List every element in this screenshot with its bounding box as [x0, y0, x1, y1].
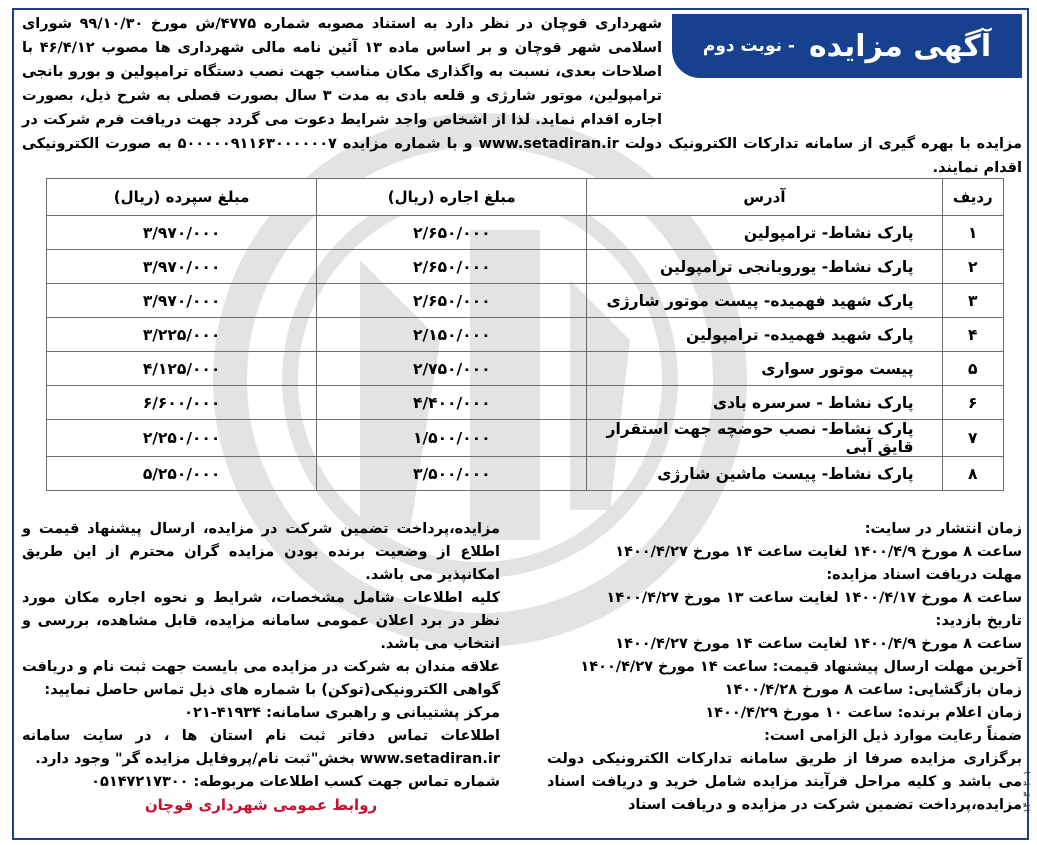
cell-rent: ۲/۶۵۰/۰۰۰: [317, 216, 587, 250]
details-paragraph-2: کلیه اطلاعات شامل مشخصات، شرایط و نحوه اجاره مکان مورد نظر در برد اعلان عمومی سامانه مزایده، قابل مشاهده، بررسی و انتخاب می باشد.: [22, 590, 500, 652]
table-row: [47, 386, 1004, 420]
cell-address: پارک نشاط- پیست ماشین شارژی: [587, 457, 942, 491]
cell-deposit: ۲/۲۵۰/۰۰۰: [47, 420, 317, 457]
deadline-line: آخرین مهلت ارسال پیشنهاد قیمت: ساعت ۱۴ مورخ ۱۴۰۰/۴/۲۷: [580, 659, 1022, 675]
page-subtitle: - نوبت دوم: [702, 36, 795, 56]
auction-table: [46, 178, 1004, 491]
cell-rent: ۲/۷۵۰/۰۰۰: [317, 352, 587, 386]
cell-deposit: ۴/۱۲۵/۰۰۰: [47, 352, 317, 386]
notice-text: برگزاری مزایده صرفا از طریق سامانه تدارکات الکترونیکی دولت می باشد و کلیه مراحل فرآیند مزایده شامل خرید و دریافت اسناد مزایده،پرداخت تضمین شرکت در مزایده و دریافت اسناد: [547, 751, 1022, 813]
docs-label: مهلت دریافت اسناد مزایده:: [826, 567, 1022, 583]
cell-deposit: ۵/۲۵۰/۰۰۰: [47, 457, 317, 491]
winner-line: زمان اعلام برنده: ساعت ۱۰ مورخ ۱۴۰۰/۴/۲۹: [705, 705, 1022, 721]
cell-row-number: ۸: [942, 457, 1003, 491]
schedule-column: [547, 518, 1022, 817]
cell-row-number: ۴: [942, 318, 1003, 352]
table-row: [47, 457, 1004, 491]
cell-deposit: ۳/۹۷۰/۰۰۰: [47, 284, 317, 318]
header-address: آدرس: [587, 179, 942, 216]
publish-value: ساعت ۸ مورخ ۱۴۰۰/۴/۹ لغایت ساعت ۱۴ مورخ ۱۴۰۰/۴/۲۷: [615, 544, 1022, 560]
cell-row-number: ۳: [942, 284, 1003, 318]
cell-rent: ۳/۵۰۰/۰۰۰: [317, 457, 587, 491]
cell-deposit: ۳/۲۲۵/۰۰۰: [47, 318, 317, 352]
table-row: [47, 250, 1004, 284]
cell-row-number: ۷: [942, 420, 1003, 457]
cell-row-number: ۵: [942, 352, 1003, 386]
signature: روابط عمومی شهرداری قوچان: [144, 796, 378, 814]
support-phone: مرکز پشتیبانی و راهبری سامانه: ۴۱۹۳۴-۰۲۱: [184, 705, 500, 721]
cell-address: پارک نشاط- نصب حوضچه جهت استقرار قایق آبی: [587, 420, 942, 457]
cell-rent: ۲/۶۵۰/۰۰۰: [317, 250, 587, 284]
cell-address: پارک نشاط - سرسره بادی: [587, 386, 942, 420]
cell-address: پارک نشاط- یوروبانجی ترامپولین: [587, 250, 942, 284]
intro-paragraph: [22, 12, 1022, 180]
cell-row-number: ۲: [942, 250, 1003, 284]
notice-label: ضمناً رعایت موارد ذیل الزامی است:: [764, 728, 1022, 744]
docs-value: ساعت ۸ مورخ ۱۴۰۰/۴/۱۷ لغایت ساعت ۱۳ مورخ ۱۴۰۰/۴/۲۷: [606, 590, 1022, 606]
registration-info: اطلاعات تماس دفاتر ثبت نام استان ها ، در سایت سامانه www.setadiran.ir بخش"ثبت نام/پروفایل مزایده گر" وجود دارد.: [22, 728, 500, 767]
cell-deposit: ۶/۶۰۰/۰۰۰: [47, 386, 317, 420]
publish-label: زمان انتشار در سایت:: [864, 521, 1022, 537]
table-row: [47, 216, 1004, 250]
table-row: [47, 284, 1004, 318]
cell-rent: ۲/۱۵۰/۰۰۰: [317, 318, 587, 352]
cell-address: پیست موتور سواری: [587, 352, 942, 386]
header-deposit-amount: مبلغ سپرده (ریال): [47, 179, 317, 216]
header-row-number: ردیف: [942, 179, 1003, 216]
cell-rent: ۲/۶۵۰/۰۰۰: [317, 284, 587, 318]
cell-address: پارک شهید فهمیده- ترامپولین: [587, 318, 942, 352]
page-title: آگهی مزایده: [808, 28, 992, 64]
table-row: [47, 318, 1004, 352]
contact-phone: شماره تماس جهت کسب اطلاعات مربوطه: ۰۵۱۴۷۲۱۷۳۰۰: [91, 774, 500, 790]
cell-rent: ۱/۵۰۰/۰۰۰: [317, 420, 587, 457]
side-code: ۱۴۰۳۰۲۰۱: [1022, 770, 1033, 813]
intro-text: شهرداری قوچان در نظر دارد به استناد مصوبه شماره ۴۷۷۵/ش مورخ ۹۹/۱۰/۳۰ شورای اسلامی شهر قوچان و بر اساس ماده ۱۳ آئین نامه مالی شهرداری ها مصوب ۴۶/۴/۱۲ با اصلاحات بعدی، نسبت به واگذاری مکان مناسب جهت نصب دستگاه ترامپولین و بورو بانجی ترامپولین، موتور شارژی و قلعه بادی به مدت ۳ سال بصورت فصلی به شرح ذیل، بصورت اجاره اقدام نماید. لذا از اشخاص واجد شرایط دعوت می گردد جهت دریافت فرم شرکت در مزایده با بهره گیری از سامانه تدارکات الکترونیک دولت www.setadiran.ir و با شماره مزایده ۵۰۰۰۰۰۹۱۱۶۳۰۰۰۰۰۰۷ به صورت الکترونیکی اقدام نمایند.: [22, 16, 1023, 176]
details-column: [22, 518, 500, 817]
cell-row-number: ۶: [942, 386, 1003, 420]
details-paragraph-1: مزایده،پرداخت تضمین شرکت در مزایده، ارسال پیشنهاد قیمت و اطلاع از وضعیت برنده بودن مزایده گران محترم از این طریق امکانپذیر می باشد.: [22, 521, 500, 583]
table-header-row: [47, 179, 1004, 216]
cell-deposit: ۳/۹۷۰/۰۰۰: [47, 250, 317, 284]
visit-label: تاریخ بازدید:: [935, 613, 1022, 629]
cell-row-number: ۱: [942, 216, 1003, 250]
cell-address: پارک شهید فهمیده- پیست موتور شارژی: [587, 284, 942, 318]
cell-deposit: ۳/۹۷۰/۰۰۰: [47, 216, 317, 250]
table-row: [47, 352, 1004, 386]
opening-line: زمان بازگشایی: ساعت ۸ مورخ ۱۴۰۰/۴/۲۸: [724, 682, 1022, 698]
details-paragraph-3: علاقه مندان به شرکت در مزایده می بایست جهت ثبت نام و دریافت گواهی الکترونیکی(توکن) با شماره های ذیل تماس حاصل نمایید:: [22, 659, 500, 698]
header-rent-amount: مبلغ اجاره (ریال): [317, 179, 587, 216]
cell-rent: ۴/۴۰۰/۰۰۰: [317, 386, 587, 420]
cell-address: پارک نشاط- ترامپولین: [587, 216, 942, 250]
visit-value: ساعت ۸ مورخ ۱۴۰۰/۴/۹ لغایت ساعت ۱۴ مورخ ۱۴۰۰/۴/۲۷: [615, 636, 1022, 652]
table-row: [47, 420, 1004, 457]
